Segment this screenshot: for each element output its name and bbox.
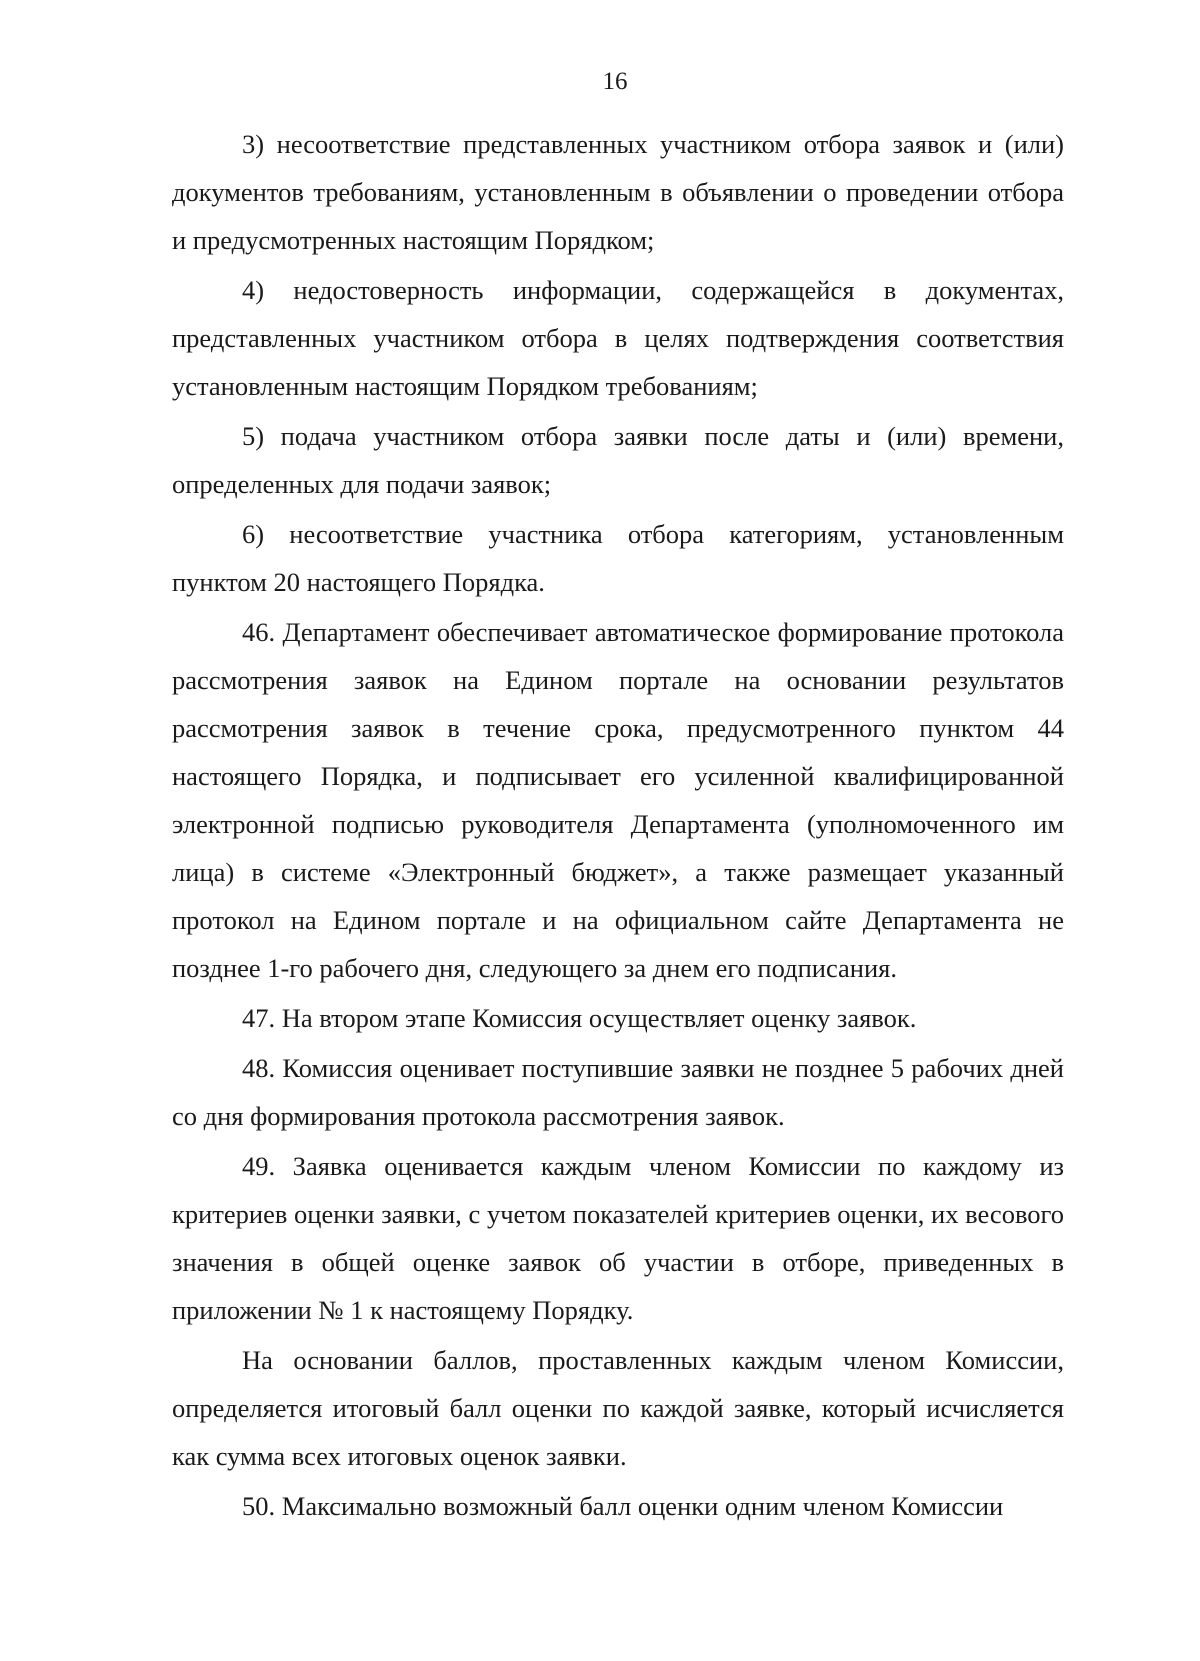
- paragraph-clause-48: 48. Комиссия оценивает поступившие заявки не позднее 5 рабочих дней со дня формирования протокола рассмотрения заявок.: [172, 1053, 1064, 1131]
- paragraph-clause-47: 47. На втором этапе Комиссия осуществляет оценку заявок.: [242, 1003, 917, 1033]
- paragraph-clause-49-continued: На основании баллов, проставленных каждым членом Комиссии, определяется итоговый балл оценки по каждой заявке, который исчисляется как сумма всех итоговых оценок заявки.: [172, 1345, 1064, 1471]
- paragraph-item-5: 5) подача участником отбора заявки после даты и (или) времени, определенных для подачи заявок;: [172, 421, 1064, 499]
- paragraph-clause-46: 46. Департамент обеспечивает автоматическое формирование протокола рассмотрения заявок на Едином портале на основании результатов рассмотрения заявок в течение срока, предусмотренного пунктом 44 настоящего Порядка, и подписывает его усиленной квалифицированной электронной подписью руководителя Департамента (уполномоченного им лица) в системе «Электронный бюджет», а также размещает указанный протокол на Едином портале и на официальном сайте Департамента не позднее 1-го рабочего дня, следующего за днем его подписания.: [172, 617, 1064, 983]
- paragraph-item-6: 6) несоответствие участника отбора категориям, установленным пунктом 20 настоящего Порядка.: [172, 519, 1064, 597]
- page-number: 16: [602, 68, 628, 95]
- document-body: [172, 120, 1064, 1530]
- paragraph-clause-50: 50. Максимально возможный балл оценки одним членом Комиссии: [242, 1491, 1004, 1521]
- paragraph-item-4: 4) недостоверность информации, содержащейся в документах, представленных участником отбора в целях подтверждения соответствия установленным настоящим Порядком требованиям;: [172, 275, 1064, 401]
- paragraph-clause-49: 49. Заявка оценивается каждым членом Комиссии по каждому из критериев оценки заявки, с учетом показателей критериев оценки, их весового значения в общей оценке заявок об участии в отборе, приведенных в приложении № 1 к настоящему Порядку.: [172, 1151, 1064, 1325]
- paragraph-item-3: 3) несоответствие представленных участником отбора заявок и (или) документов требованиям, установленным в объявлении о проведении отбора и предусмотренных настоящим Порядком;: [172, 129, 1064, 255]
